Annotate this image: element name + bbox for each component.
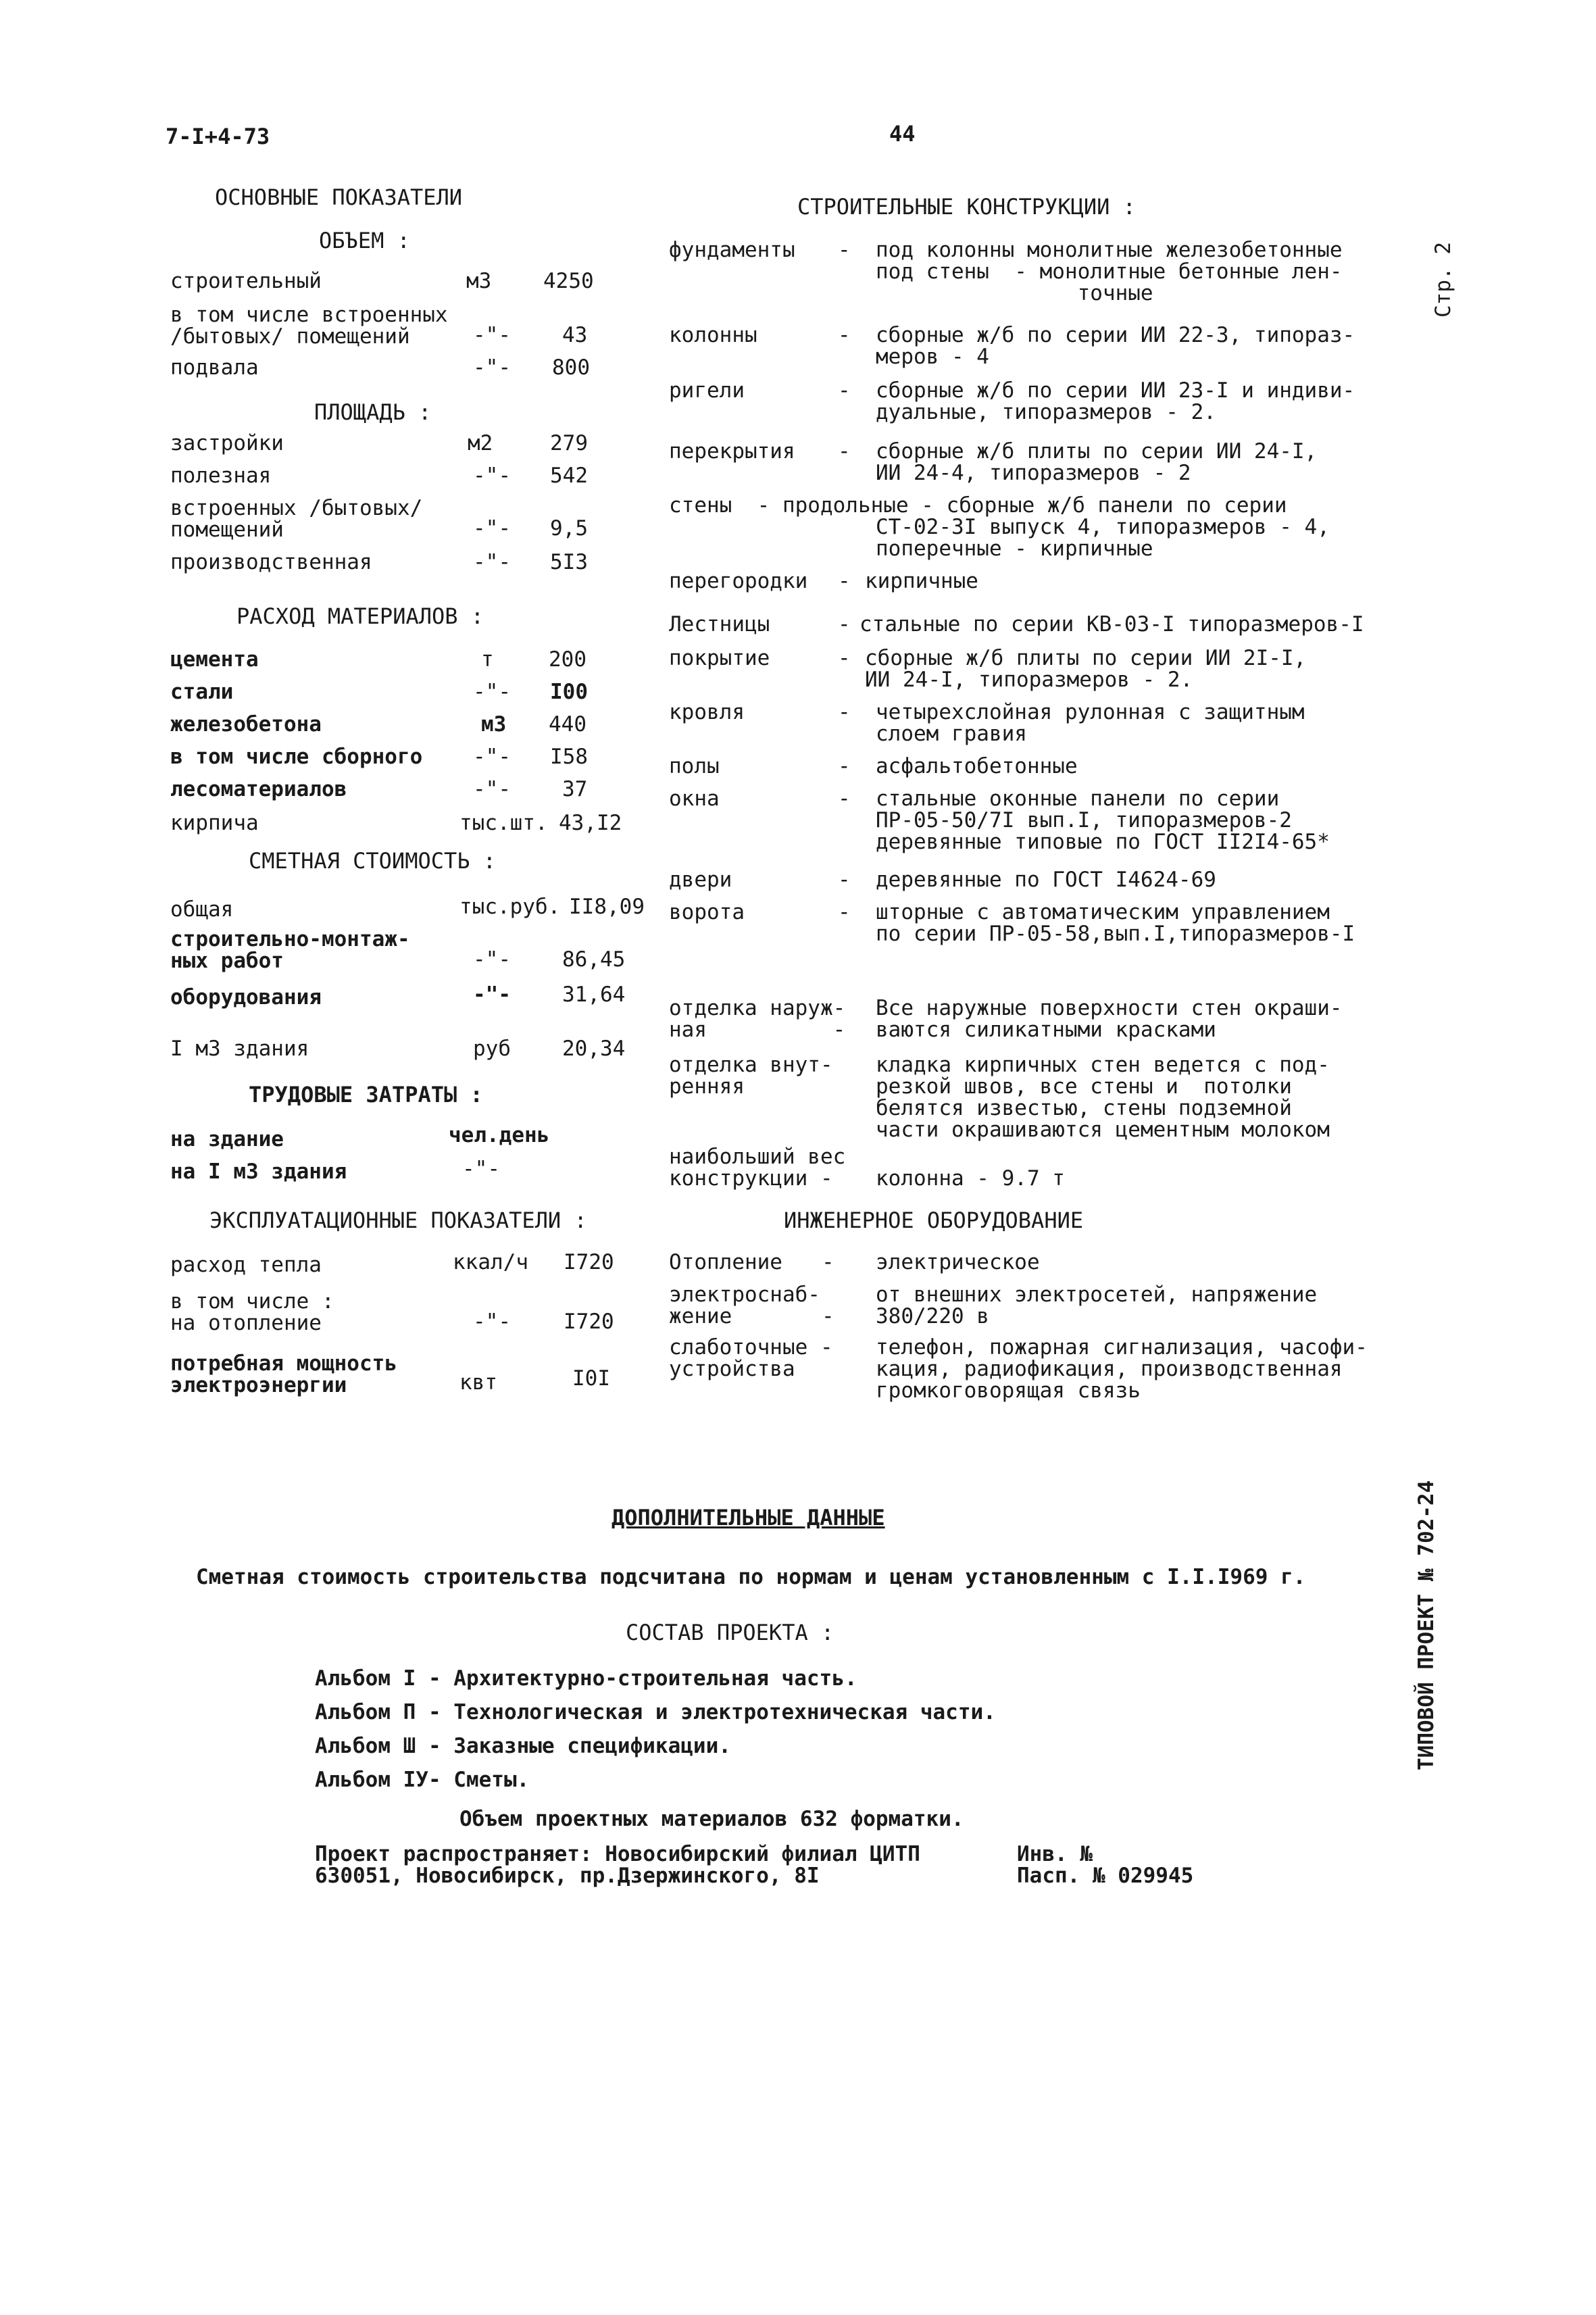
table-row-unit: -"- <box>473 550 511 574</box>
inventory-info: Инв. № Пасп. № 029945 <box>1017 1842 1194 1888</box>
table-row-label: оборудования <box>170 985 322 1010</box>
list-item-text: колонна - 9.7 т <box>876 1166 1065 1191</box>
side-page-label: Стр. 2 <box>1431 242 1455 318</box>
list-item-text: шторные с автоматическим управлением по серии ПР-05-58,вып.I,типоразмеров-I <box>876 900 1355 946</box>
area-title: ПЛОЩАДЬ : <box>314 399 432 425</box>
estimate-note: Сметная стоимость строительства подсчитана по нормам и ценам установленным с I.I.I969 г. <box>196 1565 1306 1589</box>
list-item-label: полы <box>669 754 720 778</box>
table-row-unit: -"- <box>473 982 511 1007</box>
table-row-unit: -"- <box>473 516 511 541</box>
document-code: 7-I+4-73 <box>166 124 270 149</box>
table-row-value: 440 <box>549 712 587 737</box>
table-row-value: 279 <box>550 431 588 455</box>
list-item-text: стальные оконные панели по серии ПР-05-50/7I вып.I, типоразмеров-2 деревянные типовые по ГОСТ II2I4-65* <box>876 787 1330 854</box>
table-row-unit: -"- <box>473 355 511 380</box>
list-item-text: сборные ж/б по серии ИИ 23-I и индиви- дуальные, типоразмеров - 2. <box>876 378 1355 424</box>
table-row-label: в том числе : на отопление <box>170 1289 334 1335</box>
list-item-label: отделка наруж- ная - <box>669 996 846 1042</box>
table-row-label: полезная <box>170 464 272 488</box>
list-item-text: деревянные по ГОСТ I4624-69 <box>876 868 1216 892</box>
table-row-unit: -"- <box>473 323 511 347</box>
table-row-label: цемента <box>170 647 259 672</box>
list-item-dash: - <box>838 754 851 778</box>
composition-title: СОСТАВ ПРОЕКТА : <box>626 1620 834 1645</box>
table-row-value: I00 <box>550 680 588 704</box>
list-item-label: колонны <box>669 323 757 347</box>
table-row-unit: руб <box>473 1037 511 1061</box>
list-item-label: двери <box>669 868 732 892</box>
list-item-label: покрытие <box>669 646 770 670</box>
table-row-unit: чел.день <box>449 1123 550 1147</box>
list-item-label: Отопление <box>669 1250 782 1274</box>
list-item-label: слаботочные - устройства <box>669 1335 833 1381</box>
list-item-text: стальные по серии КВ-03-I типоразмеров-I <box>859 612 1364 637</box>
list-item: Альбом IУ- Сметы. <box>315 1768 530 1792</box>
list-item-text: асфальтобетонные <box>876 754 1078 778</box>
list-item-label: Лестницы <box>669 612 770 637</box>
volume-title: ОБЪЕМ : <box>319 228 410 253</box>
table-row-label: подвала <box>170 355 259 380</box>
list-item-text: СТ-02-3I выпуск 4, типоразмеров - 4, поперечные - кирпичные <box>876 515 1330 561</box>
table-row-label: общая <box>170 897 234 922</box>
table-row-label: встроенных /бытовых/ помещений <box>170 496 423 542</box>
table-row-unit: -"- <box>473 745 511 769</box>
list-item-label: фундаменты <box>669 238 795 262</box>
table-row-value: 37 <box>562 777 588 801</box>
table-row-value: 9,5 <box>550 516 588 541</box>
table-row-value: I720 <box>564 1250 614 1274</box>
table-row-label: производственная <box>170 550 372 574</box>
table-row-value: 86,45 <box>562 947 626 972</box>
table-row-label: на здание <box>170 1127 284 1151</box>
table-row-label: строительный <box>170 269 322 293</box>
list-item-dash: - <box>838 569 851 593</box>
cost-title: СМЕТНАЯ СТОИМОСТЬ : <box>249 848 497 874</box>
table-row-label: стали <box>170 680 234 704</box>
constructions-title: СТРОИТЕЛЬНЫЕ КОНСТРУКЦИИ : <box>797 194 1136 220</box>
list-item-text: кладка кирпичных стен ведется с под- резкой швов, все стены и потолки белятся известью, стены подземной части окрашиваются цементным молоком <box>876 1053 1330 1142</box>
table-row-value: 43 <box>562 323 588 347</box>
table-row-value: I720 <box>564 1310 614 1334</box>
list-item-dash: - <box>838 900 851 924</box>
list-item-dash: - <box>838 439 851 464</box>
table-row-label: застройки <box>170 431 284 455</box>
table-row-unit: тыс.руб. <box>459 895 561 919</box>
table-row-unit: -"- <box>462 1157 500 1181</box>
list-item-dash: - <box>838 238 851 262</box>
list-item-label: кровля <box>669 700 745 724</box>
distributor-info: Проект распространяет: Новосибирский филиал ЦИТП 630051, Новосибирск, пр.Дзержинского, 8I <box>315 1842 920 1888</box>
table-row-label: I м3 здания <box>170 1037 309 1061</box>
list-item-label: перекрытия <box>669 439 795 464</box>
table-row-unit: т <box>481 647 494 672</box>
list-item-dash: - <box>838 787 851 811</box>
list-item-text: кирпичные <box>865 569 978 593</box>
table-row-value: 542 <box>550 464 588 488</box>
side-project-label: ТИПОВОЙ ПРОЕКТ № 702-24 <box>1414 1480 1439 1770</box>
table-row-value: 20,34 <box>562 1037 626 1061</box>
list-item-label: окна <box>669 787 720 811</box>
list-item-text: электрическое <box>876 1250 1040 1274</box>
list-item-text: сборные ж/б плиты по серии ИИ 2I-I, ИИ 24-I, типоразмеров - 2. <box>865 646 1307 692</box>
list-item-text: телефон, пожарная сигнализация, часофи- кация, радиофикация, производственная громкоговорящая связь <box>876 1335 1368 1403</box>
table-row-unit: -"- <box>473 680 511 704</box>
list-item-label: ригели <box>669 378 745 403</box>
list-item-dash: - <box>822 1304 834 1328</box>
list-item-text: сборные ж/б по серии ИИ 22-3, типораз- меров - 4 <box>876 323 1355 369</box>
table-row-label: строительно-монтаж- ных работ <box>170 927 410 973</box>
list-item-dash: - <box>838 868 851 892</box>
table-row-label: лесоматериалов <box>170 777 347 801</box>
table-row-unit: -"- <box>473 464 511 488</box>
list-item-text: четырехслойная рулонная с защитным слоем гравия <box>876 700 1305 746</box>
main-indicators-title: ОСНОВНЫЕ ПОКАЗАТЕЛИ <box>215 184 463 210</box>
table-row-label: на I м3 здания <box>170 1160 347 1184</box>
list-item-text: сборные ж/б плиты по серии ИИ 24-I, ИИ 24-4, типоразмеров - 2 <box>876 439 1318 485</box>
table-row-value: II8,09 <box>569 895 645 919</box>
table-row-value: 200 <box>549 647 587 672</box>
table-row-value: I58 <box>550 745 588 769</box>
list-item-label: стены - продольные - сборные ж/б панели по серии <box>669 493 1287 518</box>
volume-note: Объем проектных материалов 632 форматки. <box>459 1807 964 1831</box>
table-row-label: расход тепла <box>170 1253 322 1277</box>
list-item-dash: - <box>822 1250 834 1274</box>
list-item-label: наибольший вес конструкции - <box>669 1145 846 1191</box>
table-row-value: 31,64 <box>562 982 626 1007</box>
list-item-dash: - <box>838 612 851 637</box>
list-item-label: электроснаб- жение <box>669 1283 820 1328</box>
table-row-label: потребная мощность электроэнергии <box>170 1351 397 1397</box>
list-item-dash: - <box>838 646 851 670</box>
list-item-text: под колонны монолитные железобетонные под стены - монолитные бетонные лен- точные <box>876 238 1343 305</box>
list-item: Альбом П - Технологическая и электротехническая части. <box>315 1700 996 1724</box>
labor-title: ТРУДОВЫЕ ЗАТРАТЫ : <box>249 1082 483 1107</box>
table-row-label: железобетона <box>170 712 322 737</box>
table-row-unit: -"- <box>473 777 511 801</box>
table-row-unit: м2 <box>468 431 493 455</box>
table-row-unit: м3 <box>481 712 507 737</box>
list-item-label: ворота <box>669 900 745 924</box>
list-item-text: Все наружные поверхности стен окраши- ваются силикатными красками <box>876 996 1343 1042</box>
list-item-text: от внешних электросетей, напряжение 380/220 в <box>876 1283 1318 1328</box>
page-number: 44 <box>889 121 916 147</box>
list-item-dash: - <box>838 323 851 347</box>
table-row-unit: квт <box>459 1370 497 1395</box>
list-item-dash: - <box>838 700 851 724</box>
table-row-value: 5I3 <box>550 550 588 574</box>
table-row-unit: ккал/ч <box>453 1250 528 1274</box>
materials-title: РАСХОД МАТЕРИАЛОВ : <box>236 603 484 629</box>
table-row-unit: -"- <box>473 947 511 972</box>
table-row-unit: м3 <box>466 269 492 293</box>
additional-title: ДОПОЛНИТЕЛЬНЫЕ ДАННЫЕ <box>612 1505 885 1530</box>
list-item: Альбом I - Архитектурно-строительная часть. <box>315 1666 857 1691</box>
table-row-value: 4250 <box>543 269 594 293</box>
engineering-title: ИНЖЕНЕРНОЕ ОБОРУДОВАНИЕ <box>784 1208 1084 1233</box>
operation-title: ЭКСПЛУАТАЦИОННЫЕ ПОКАЗАТЕЛИ : <box>209 1208 587 1233</box>
list-item: Альбом Ш - Заказные спецификации. <box>315 1734 731 1758</box>
table-row-label: в том числе сборного <box>170 745 423 769</box>
table-row-value: 800 <box>552 355 590 380</box>
table-row-label: кирпича <box>170 811 259 835</box>
table-row-value: 43,I2 <box>559 811 622 835</box>
table-row-label: в том числе встроенных /бытовых/ помещений <box>170 303 448 349</box>
table-row-value: I0I <box>572 1366 610 1391</box>
table-row-unit: -"- <box>473 1310 511 1334</box>
list-item-label: перегородки <box>669 569 808 593</box>
table-row-unit: тыс.шт. <box>459 811 548 835</box>
list-item-dash: - <box>838 378 851 403</box>
list-item-label: отделка внут- ренняя <box>669 1053 833 1099</box>
